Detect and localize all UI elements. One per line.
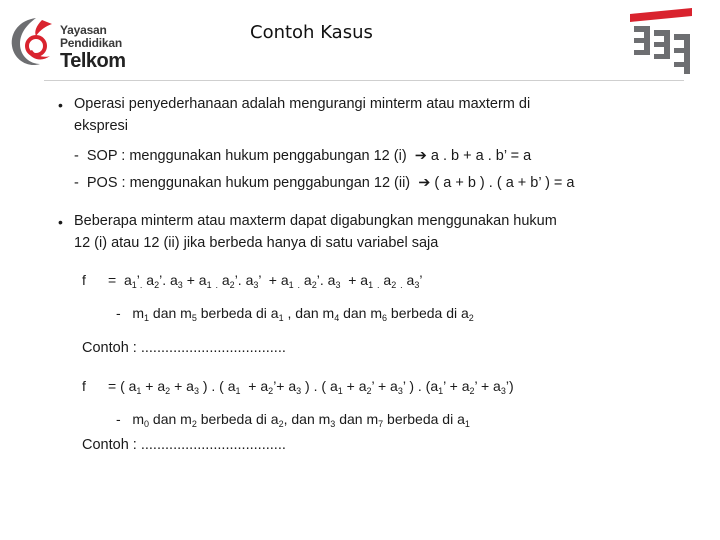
page-title: Contoh Kasus <box>250 22 373 43</box>
pos-item <box>74 175 574 191</box>
logo-line-telkom: Telkom <box>60 50 126 72</box>
arrow-right-icon: ➔ <box>418 175 431 191</box>
example2-f-label: f <box>82 378 86 394</box>
yayasan-pendidikan-telkom-logo <box>6 14 136 74</box>
dash-marker: - <box>74 148 87 164</box>
example1-contoh: Contoh : .................................... <box>82 340 286 356</box>
institution-emblem <box>628 6 696 78</box>
emblem-icon <box>628 6 696 78</box>
bullet-marker: • <box>58 214 63 230</box>
note-and: dan <box>295 305 319 321</box>
arrow-right-icon: ➔ <box>414 148 427 164</box>
bullet-marker: • <box>58 97 63 113</box>
example2-expression: = ( $a_1 + a_2 + a_3$ ) . ( $a_1$ + $a_2’+ a_3$ ) . ( $a_1 + a_2$’ + $a_3$’ ) . ($a_1$’ + $a_2$’ + $a_3$’) <box>108 378 514 396</box>
example1-expression: = $a_1’_.$ $a_2$’. $a_3 + a_1$ $_.$ $a_2$’. $a_3$’ + $a_1$ $_.$ $a_2$’. $a_3 + a_1$ $_.$ $a_2$ $_.$ $a_3$’ <box>108 272 423 290</box>
sop-formula: a . b + a . b’ = a <box>430 148 532 164</box>
example2-contoh: Contoh : .................................... <box>82 437 286 453</box>
bullet1-line2: ekspresi <box>74 118 128 134</box>
note-text: berbeda di <box>200 305 267 321</box>
pos-label: POS : menggunakan hukum penggabungan 12 (ii) <box>86 175 411 191</box>
pos-formula: ( a + b ) . ( a + b’ ) = a <box>434 175 575 191</box>
header-divider <box>44 80 684 81</box>
example1-f-label: f <box>82 272 86 288</box>
dash-marker: - <box>74 175 87 191</box>
telkom-swirl-icon <box>6 14 58 70</box>
example2-note: - $m_0$ dan $m_2$ berbeda di $a_2$, dan $m_3$ dan $m_7$ berbeda di $a_1$ <box>116 411 470 429</box>
logo-line-yayasan: Yayasan <box>60 23 107 37</box>
logo-line-pendidikan: Pendidikan <box>60 36 123 50</box>
example1-note: - $m_1$ dan $m_5$ berbeda di $a_1$ , dan $m_4$ dan $m_6$ berbeda di $a_2$ <box>116 305 474 323</box>
bullet1-line1: Operasi penyederhanaan adalah mengurangi minterm atau maxterm di <box>74 96 531 112</box>
bullet2-line2: 12 (i) atau 12 (ii) jika berbeda hanya di satu variabel saja <box>74 235 439 251</box>
sop-label: SOP : menggunakan hukum penggabungan 12 (i) <box>86 148 407 164</box>
bullet2-line1: Beberapa minterm atau maxterm dapat digabungkan menggunakan hukum <box>74 213 557 229</box>
sop-item <box>74 148 531 164</box>
